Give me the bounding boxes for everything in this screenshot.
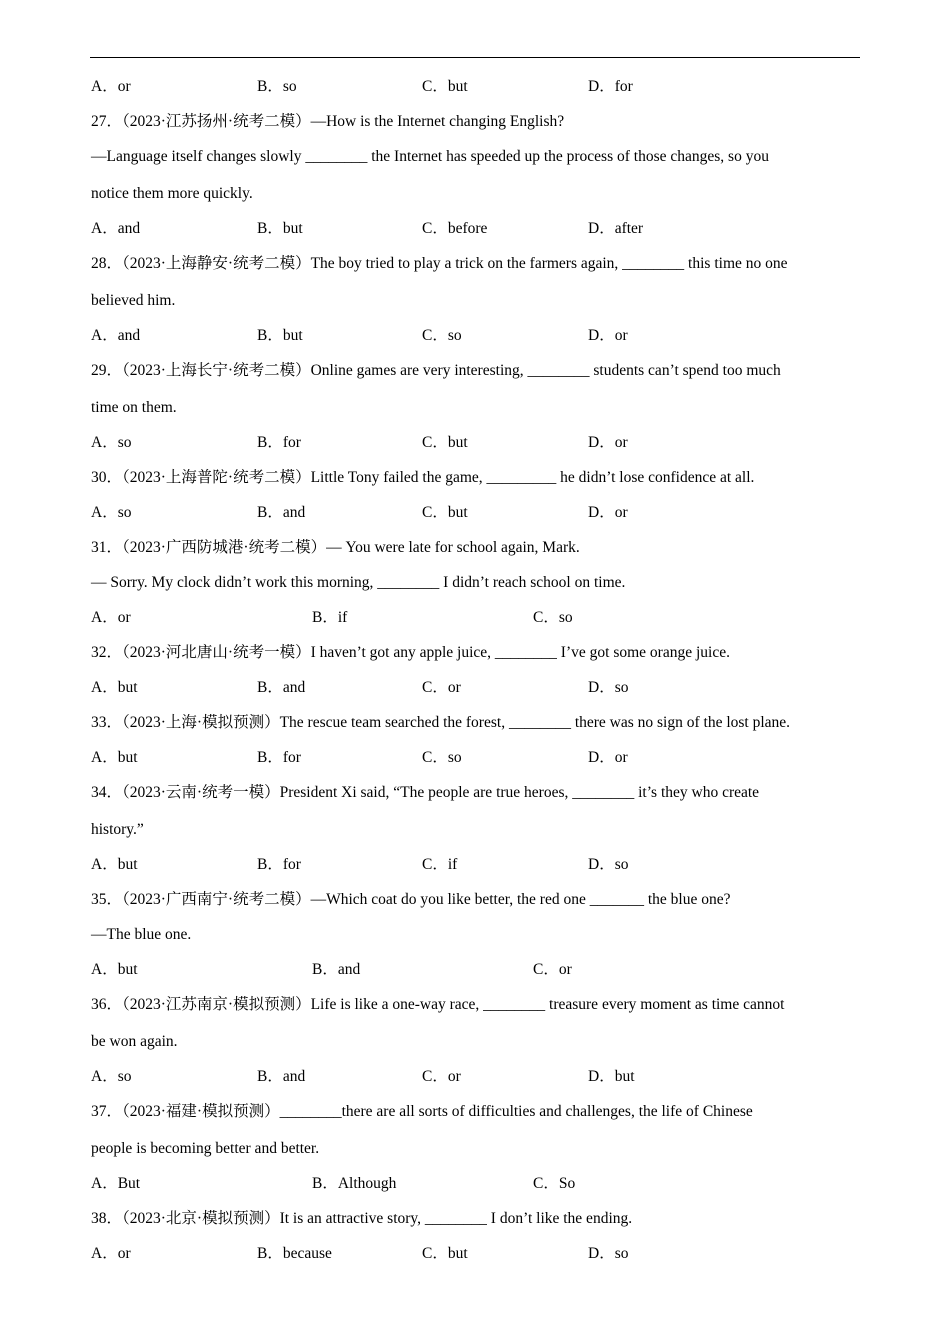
answer-option-d[interactable]: D．or <box>588 327 628 344</box>
answer-option-a[interactable]: A．but <box>91 749 138 766</box>
question-stem: 31．（2023·广西防城港·统考二模）— You were late for school again, Mark. <box>91 539 580 556</box>
question-text-line: —Language itself changes slowly ________ the Internet has speeded up the process of those changes, so you <box>91 148 769 165</box>
answer-option-c[interactable]: C．but <box>422 504 468 521</box>
answer-option-d[interactable]: D．so <box>588 856 629 873</box>
answer-option-b[interactable]: B．for <box>257 434 301 451</box>
answer-option-a[interactable]: A．and <box>91 327 141 344</box>
answer-option-b[interactable]: B．so <box>257 78 297 95</box>
question-stem: 38．（2023·北京·模拟预测）It is an attractive story, ________ I don’t like the ending. <box>91 1210 633 1227</box>
answer-option-c[interactable]: C．but <box>422 434 468 451</box>
answer-option-c[interactable]: C．so <box>422 749 462 766</box>
answer-option-b[interactable]: B．but <box>257 327 303 344</box>
answer-option-c[interactable]: C．so <box>422 327 462 344</box>
question-text-line: — Sorry. My clock didn’t work this morning, ________ I didn’t reach school on time. <box>91 574 626 591</box>
answer-option-a[interactable]: A．so <box>91 1068 132 1085</box>
question-stem: 33．（2023·上海·模拟预测）The rescue team searched the forest, ________ there was no sign of the lost plane. <box>91 714 791 731</box>
answer-option-b[interactable]: B．Although <box>312 1175 397 1192</box>
header-rule <box>90 57 860 58</box>
answer-option-a[interactable]: A．and <box>91 220 141 237</box>
answer-option-d[interactable]: D．or <box>588 504 628 521</box>
question-stem: 32．（2023·河北唐山·统考一模）I haven’t got any apple juice, ________ I’ve got some orange juice. <box>91 644 730 661</box>
answer-option-b[interactable]: B．and <box>257 1068 306 1085</box>
answer-option-a[interactable]: A．but <box>91 679 138 696</box>
answer-option-c[interactable]: C．if <box>422 856 458 873</box>
question-text-line: time on them. <box>91 399 177 416</box>
answer-option-d[interactable]: D．so <box>588 1245 629 1262</box>
question-text-line: be won again. <box>91 1033 178 1050</box>
answer-option-d[interactable]: D．or <box>588 434 628 451</box>
answer-option-c[interactable]: C．before <box>422 220 488 237</box>
answer-option-a[interactable]: A．so <box>91 504 132 521</box>
answer-option-c[interactable]: C．So <box>533 1175 576 1192</box>
answer-option-c[interactable]: C．so <box>533 609 573 626</box>
question-stem: 34．（2023·云南·统考一模）President Xi said, “The people are true heroes, ________ it’s they who create <box>91 784 760 801</box>
answer-option-d[interactable]: D．for <box>588 78 633 95</box>
question-stem: 30．（2023·上海普陀·统考二模）Little Tony failed the game, _________ he didn’t lose confidence at all. <box>91 469 755 486</box>
answer-option-d[interactable]: D．so <box>588 679 629 696</box>
question-stem: 28．（2023·上海静安·统考二模）The boy tried to play a trick on the farmers again, ________ this time no one <box>91 255 788 272</box>
answer-option-b[interactable]: B．for <box>257 749 301 766</box>
answer-option-b[interactable]: B．and <box>257 504 306 521</box>
answer-option-c[interactable]: C．or <box>422 679 461 696</box>
answer-option-d[interactable]: D．or <box>588 749 628 766</box>
question-stem: 29．（2023·上海长宁·统考二模）Online games are very interesting, ________ students can’t spend too much <box>91 362 781 379</box>
question-text-line: believed him. <box>91 292 176 309</box>
question-text-line: notice them more quickly. <box>91 185 253 202</box>
question-stem: 35．（2023·广西南宁·统考二模）—Which coat do you like better, the red one _______ the blue one? <box>91 891 731 908</box>
answer-option-d[interactable]: D．but <box>588 1068 635 1085</box>
question-text-line: people is becoming better and better. <box>91 1140 320 1157</box>
answer-option-a[interactable]: A．or <box>91 1245 131 1262</box>
answer-option-a[interactable]: A．But <box>91 1175 141 1192</box>
answer-option-b[interactable]: B．if <box>312 609 348 626</box>
answer-option-c[interactable]: C．or <box>422 1068 461 1085</box>
answer-option-b[interactable]: B．for <box>257 856 301 873</box>
answer-option-c[interactable]: C．but <box>422 1245 468 1262</box>
answer-option-b[interactable]: B．and <box>257 679 306 696</box>
question-text-line: history.” <box>91 821 144 838</box>
answer-option-a[interactable]: A．but <box>91 961 138 978</box>
answer-option-b[interactable]: B．because <box>257 1245 332 1262</box>
answer-option-a[interactable]: A．or <box>91 609 131 626</box>
question-stem: 27．（2023·江苏扬州·统考二模）—How is the Internet changing English? <box>91 113 565 130</box>
answer-option-b[interactable]: B．and <box>312 961 361 978</box>
question-stem: 36．（2023·江苏南京·模拟预测）Life is like a one-way race, ________ treasure every moment as time cannot <box>91 996 785 1013</box>
answer-option-c[interactable]: C．or <box>533 961 572 978</box>
answer-option-c[interactable]: C．but <box>422 78 468 95</box>
question-text-line: —The blue one. <box>91 926 192 943</box>
answer-option-d[interactable]: D．after <box>588 220 644 237</box>
answer-option-b[interactable]: B．but <box>257 220 303 237</box>
answer-option-a[interactable]: A．but <box>91 856 138 873</box>
question-stem: 37．（2023·福建·模拟预测）________there are all sorts of difficulties and challenges, the life of Chinese <box>91 1103 753 1120</box>
answer-option-a[interactable]: A．or <box>91 78 131 95</box>
answer-option-a[interactable]: A．so <box>91 434 132 451</box>
